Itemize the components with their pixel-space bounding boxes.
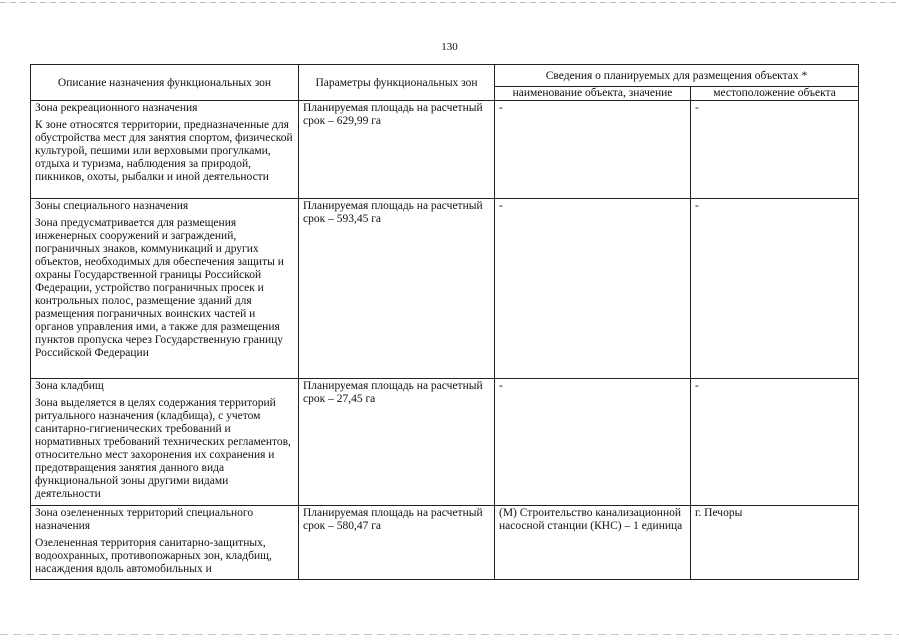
- table-row: [31, 506, 859, 580]
- object-location: -: [691, 101, 859, 199]
- header-parameters: Параметры функциональных зон: [299, 65, 495, 101]
- scan-edge-bottom: [0, 634, 899, 635]
- zone-params: Планируемая площадь на расчетный срок – 580,47 га: [299, 506, 495, 580]
- zone-description-cell: [31, 101, 299, 199]
- object-name: -: [495, 379, 691, 506]
- object-location: -: [691, 199, 859, 379]
- zone-description: Зона предусматривается для размещения инженерных сооружений и заграждений, пограничных знаков, коммуникаций и других объектов, необходимых для обеспечения защиты и охраны Государственной границы Российской Федерации, устройство пограничных просек и контрольных полос, размещение зданий для размещения пограничных воинских частей и органов управления ими, а также для размещения пунктов пропуска через Государственную границу Российской Федерации: [35, 217, 284, 359]
- zone-description: Озелененная территория санитарно-защитных, водоохранных, противопожарных зон, кладбищ, насаждения вдоль автомобильных и: [35, 537, 272, 575]
- zone-params: Планируемая площадь на расчетный срок – 629,99 га: [299, 101, 495, 199]
- object-location: г. Печоры: [691, 506, 859, 580]
- header-object-location: местоположение объекта: [691, 87, 859, 101]
- zone-description: Зона выделяется в целях содержания территорий ритуального назначения (кладбища), с учетом санитарно-гигиенических требований и нормативных требований технических регламентов, относительно мест захоронения их сохранения и предотвращения занятия данного вида функциональной зоны другими видами деятельности: [35, 397, 291, 500]
- header-description: Описание назначения функциональных зон: [31, 65, 299, 101]
- page-number: 130: [441, 41, 458, 53]
- zone-description-cell: [31, 379, 299, 506]
- zone-params: Планируемая площадь на расчетный срок – 27,45 га: [299, 379, 495, 506]
- object-name: -: [495, 101, 691, 199]
- zone-params: Планируемая площадь на расчетный срок – 593,45 га: [299, 199, 495, 379]
- zone-description: К зоне относятся территории, предназначенные для обустройства мест для занятия спортом, физической культурой, пешими или верховыми прогулками, отдыха и туризма, наблюдения за природой, пикников, охоты, рыбалки и иной деятельности: [35, 119, 293, 183]
- zone-title: Зона озелененных территорий специального назначения: [35, 507, 254, 532]
- table-row: [31, 101, 859, 199]
- zone-title: Зона рекреационного назначения: [35, 102, 198, 114]
- object-location: -: [691, 379, 859, 506]
- functional-zones-table: [30, 64, 859, 580]
- zone-title: Зоны специального назначения: [35, 200, 189, 212]
- table-header-row: [31, 65, 859, 87]
- zone-title: Зона кладбищ: [35, 380, 104, 392]
- object-name: -: [495, 199, 691, 379]
- scan-edge-top: [0, 2, 899, 3]
- table-row: [31, 379, 859, 506]
- table-row: [31, 199, 859, 379]
- zone-description-cell: [31, 506, 299, 580]
- header-object-name: наименование объекта, значение: [495, 87, 691, 101]
- object-name: (М) Строительство канализационной насосной станции (КНС) – 1 единица: [495, 506, 691, 580]
- header-planned-objects: Сведения о планируемых для размещения объектах *: [495, 65, 859, 87]
- zone-description-cell: [31, 199, 299, 379]
